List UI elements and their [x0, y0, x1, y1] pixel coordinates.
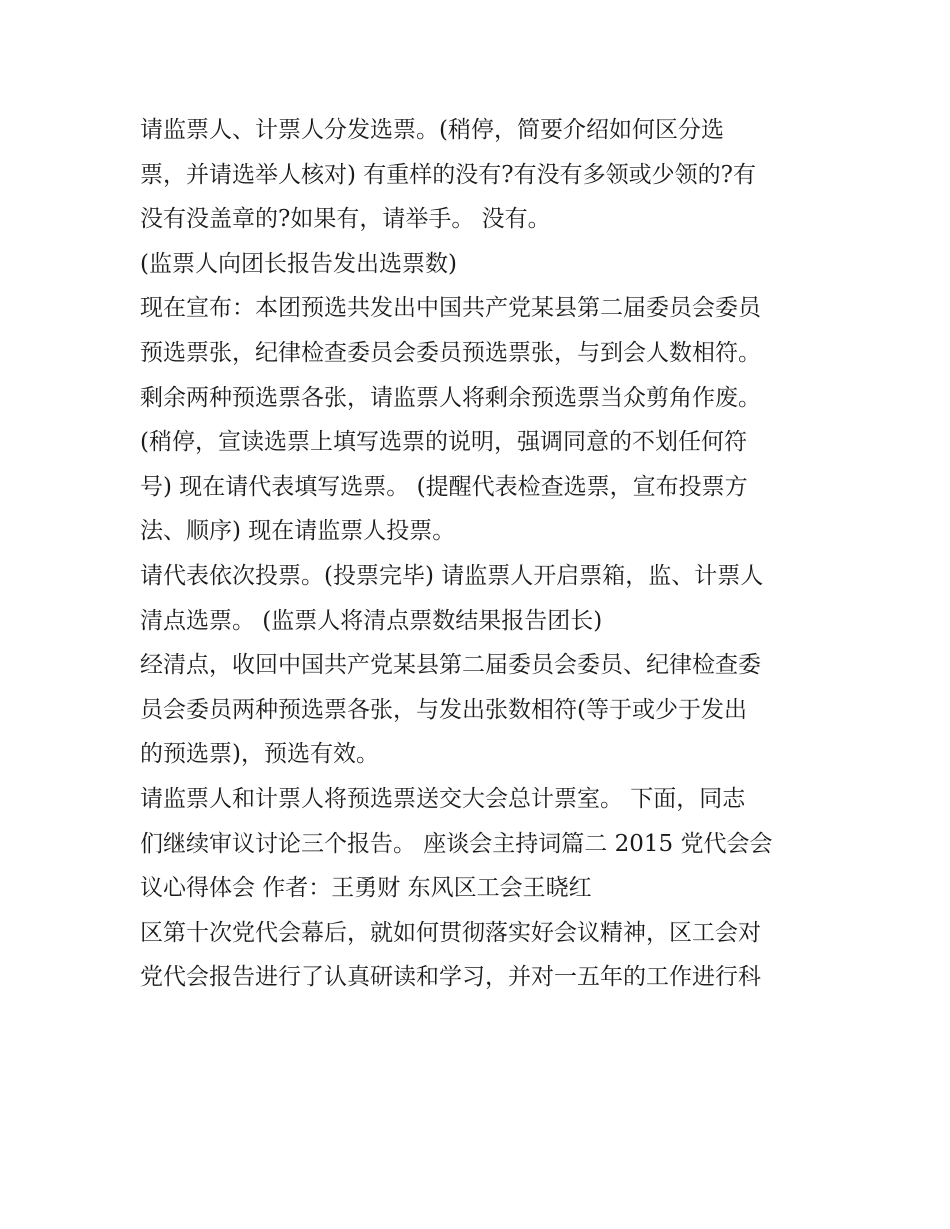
text-line: 议心得体会 作者：王勇财 东风区工会王晓红 [140, 875, 592, 902]
text-line: 的预选票)，预选有效。 [140, 741, 379, 768]
text-line: (稍停，宣读选票上填写选票的说明，强调同意的不划任何符 [140, 429, 747, 456]
text-line: 剩余两种预选票各张，请监票人将剩余预选票当众剪角作废。 [140, 384, 761, 411]
text-line: 们继续审议讨论三个报告。 座谈会主持词篇二 2015 党代会会 [140, 830, 773, 857]
text-line: 请代表依次投票。(投票完毕) 请监票人开启票箱，监、计票人 [140, 562, 764, 589]
text-line: 请监票人、计票人分发选票。(稍停，简要介绍如何区分选 [140, 117, 724, 143]
text-line: 请监票人和计票人将预选票送交大会总计票室。 下面，同志 [140, 785, 746, 812]
text-line: 票，并请选举人核对) 有重样的没有?有没有多领或少领的?有 [140, 161, 756, 188]
text-line: 区第十次党代会幕后，就如何贯彻落实好会议精神，区工会对 [140, 919, 761, 946]
text-line: 经清点，收回中国共产党某县第二届委员会委员、纪律检查委 [140, 652, 761, 679]
text-line: 现在宣布：本团预选共发出中国共产党某县第二届委员会委员 [140, 295, 761, 322]
text-line: 法、顺序) 现在请监票人投票。 [140, 518, 456, 545]
text-line: 没有没盖章的?如果有，请举手。 没有。 [140, 206, 551, 233]
document-body [140, 108, 820, 1000]
text-line: 员会委员两种预选票各张，与发出张数相符(等于或少于发出 [140, 696, 747, 723]
text-line: (监票人向团长报告发出选票数) [140, 250, 457, 277]
text-line: 预选票张，纪律检查委员会委员预选票张，与到会人数相符。 [140, 339, 761, 366]
text-line: 清点选票。 (监票人将清点票数结果报告团长) [140, 607, 603, 634]
text-line: 党代会报告进行了认真研读和学习，并对一五年的工作进行科 [140, 964, 761, 991]
text-line: 号) 现在请代表填写选票。 (提醒代表检查选票，宣布投票方 [140, 473, 748, 500]
